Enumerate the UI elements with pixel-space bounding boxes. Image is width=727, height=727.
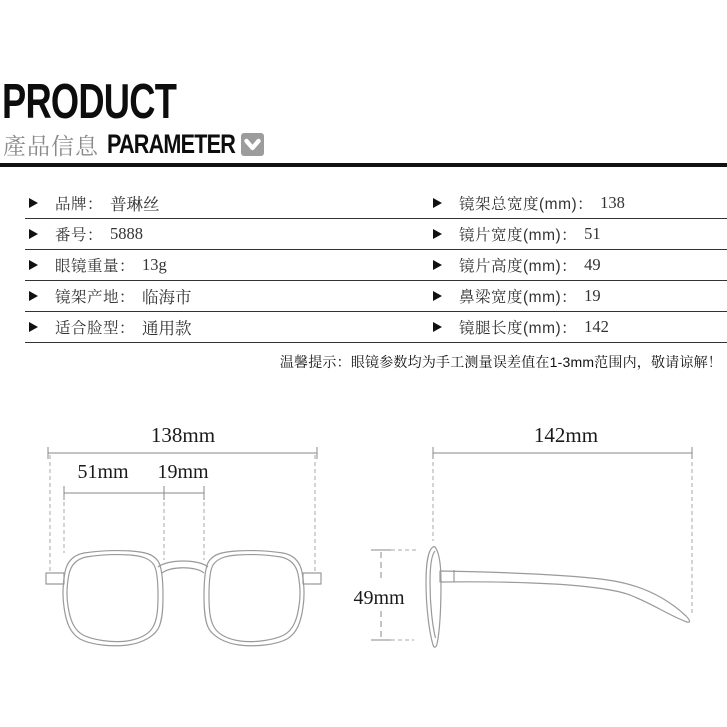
page-subtitle — [3, 129, 264, 159]
page-title: PRODUCT — [2, 75, 177, 129]
bridge-inner — [162, 568, 204, 573]
total-width-dimension-label: 138mm — [150, 423, 216, 447]
bullet-triangle-icon — [433, 229, 442, 239]
spec-value: 49 — [584, 255, 601, 274]
spec-value: 142 — [584, 317, 609, 336]
spec-label: 品牌： — [55, 196, 104, 213]
spec-value: 普琳丝 — [110, 195, 160, 214]
dimension-lines — [48, 447, 692, 640]
bridge-width-dimension-label: 19mm — [157, 461, 209, 483]
spec-label: 眼镜重量： — [55, 258, 136, 275]
bullet-triangle-icon — [29, 260, 38, 270]
spec-value: 通用款 — [142, 319, 192, 338]
spec-cell-lens-width — [433, 219, 601, 249]
bridge-outer — [158, 561, 208, 567]
spec-row — [25, 250, 727, 281]
subtitle-chinese: 產品信息 — [3, 133, 99, 159]
glasses-side-view — [426, 547, 690, 648]
spec-value: 138 — [600, 193, 625, 212]
right-hinge-tab — [303, 573, 321, 584]
lens-width-dimension-label: 51mm — [77, 461, 129, 483]
spec-row — [25, 219, 727, 250]
spec-value: 51 — [584, 224, 601, 243]
spec-label: 镜腿长度(mm)： — [459, 320, 578, 337]
bullet-triangle-icon — [433, 198, 442, 208]
side-lens-inner-line — [430, 551, 436, 638]
bullet-triangle-icon — [29, 291, 38, 301]
spec-cell-lens-height — [433, 250, 601, 280]
spec-cell-bridge-width — [433, 281, 601, 311]
bullet-triangle-icon — [433, 260, 442, 270]
spec-cell-brand — [29, 188, 160, 218]
spec-row — [25, 312, 727, 343]
spec-label: 鼻梁宽度(mm)： — [459, 289, 578, 306]
temple-arm — [440, 571, 690, 622]
glasses-front-view — [46, 551, 321, 646]
spec-cell-frame-total-width — [433, 188, 625, 218]
spec-cell-temple-length — [433, 312, 609, 342]
spec-label: 镜片宽度(mm)： — [459, 227, 578, 244]
side-lens-profile — [426, 547, 441, 648]
spec-value: 5888 — [110, 224, 144, 243]
spec-value: 19 — [584, 286, 601, 305]
spec-label: 镜架总宽度(mm)： — [459, 196, 594, 213]
measurement-note: 温馨提示：眼镜参数均为手工测量误差值在1-3mm范围内，敬请谅解！ — [279, 354, 722, 370]
chevron-down-icon — [241, 133, 264, 156]
spec-table — [0, 167, 727, 343]
bullet-triangle-icon — [433, 291, 442, 301]
spec-label: 番号： — [55, 227, 104, 244]
glasses-dimension-diagram — [0, 415, 727, 715]
bullet-triangle-icon — [29, 229, 38, 239]
lens-height-dimension-label: 49mm — [353, 587, 405, 609]
spec-value: 13g — [142, 255, 167, 274]
spec-cell-model-number — [29, 219, 143, 249]
spec-label: 镜片高度(mm)： — [459, 258, 578, 275]
spec-row — [25, 281, 727, 312]
temple-length-dimension-label: 142mm — [533, 423, 599, 447]
spec-cell-weight — [29, 250, 167, 280]
spec-label: 适合脸型： — [55, 320, 136, 337]
left-hinge-tab — [46, 573, 64, 584]
bullet-triangle-icon — [29, 198, 38, 208]
bullet-triangle-icon — [29, 322, 38, 332]
spec-cell-face-shape — [29, 312, 192, 342]
spec-cell-origin — [29, 281, 192, 311]
spec-row — [25, 188, 727, 219]
extension-dashed-lines — [50, 455, 692, 640]
spec-label: 镜架产地： — [55, 289, 136, 306]
bullet-triangle-icon — [433, 322, 442, 332]
subtitle-english: PARAMETER — [107, 129, 236, 159]
spec-value: 临海市 — [142, 288, 192, 307]
